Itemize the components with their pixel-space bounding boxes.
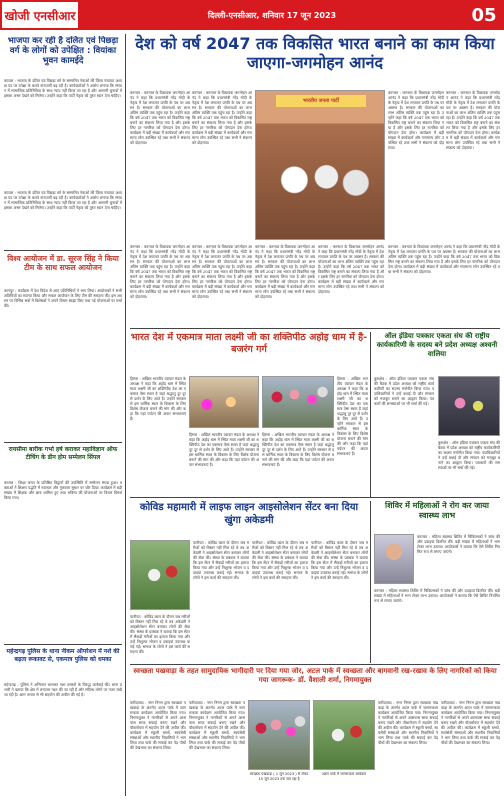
story9-body-col2: फरीदाबाद : नगर निगम द्वारा स्वच्छता पखवाड़ा के अंतर्गत अटल पार्क में जागरूकता कार्यक्रम आयोजित किया गया। निगमायुक्त ने नागरिकों से अपने आसपास साफ सफाई बनाए रखने और पौधारोपण में सहयोग देने की अपील की। कार्यक्रम में स्कूली बच्चों, स्वयंसेवी संस्थाओं और स्थानीय निवासियों ने भाग लिया तथा पार्क की सफाई कर पेड़ पौधों की देखभाल का संकल्प लिया। <box>189 700 245 750</box>
story5-body-col1: हिसार : अखिल भारतीय व्यापार मंडल के अध्यक्ष ने कहा कि अहोइ धाम में स्थित माता लक्ष्मी जी का शक्तिपीठ देश का एकमात्र ऐसा स्थान है जहां श्रद्धालु दूर दूर से दर्शन के लिए आते हैं। उन्होंने सरकार से इस धार्मिक स्थल के विकास के लिए विशेष योजना बनाने की मांग की और कहा कि यहां पर्यटन की अपार संभावनाएं हैं। <box>130 376 186 421</box>
story2-headline: विश्व आयोजन में डा. सूरज सिंह ने किया टीम के साथ सफल आयोजन <box>7 254 119 272</box>
page-number: 05 <box>471 4 497 26</box>
divider <box>130 328 500 329</box>
lead-body-col4b: करनाल : करनाल के विधायक जगमोहन आनंद ने कहा कि प्रधानमंत्री नरेंद्र मोदी के नेतृत्व में देश लगातार प्रगति के पथ पर अग्रसर है। सरकार की योजनाओं का लाभ अंतिम व्यक्ति तक पहुंच रहा है। उन्होंने कहा कि वर्ष 2047 तक भारत को विकसित राष्ट्र बनाने का संकल्प लिया गया है और इसके लिए हर नागरिक को योगदान देना होगा। कार्यक्रम में बड़ी संख्या में कार्यकर्ता और गणमान्य लोग उपस्थित रहे तथा सभी ने संकल्प को दोहराया। <box>318 244 384 294</box>
story6-body-col1: कुरुक्षेत्र : ऑल इंडिया पत्रकार एकता संघ की बैठक में प्रदेश अध्यक्ष को राष्ट्रीय कार्यकारिणी का सदस्य मनोनीत किया गया। पदाधिकारियों ने उन्हें बधाई दी और संगठन को मजबूत बनाने का आह्वान किया। पत्रकारों की समस्याओं पर भी चर्चा की गई। <box>374 376 434 406</box>
column-divider <box>370 332 371 497</box>
story5-photo-right <box>262 376 334 428</box>
lead-body-col4: करनाल : करनाल के विधायक जगमोहन आनंद ने कहा कि प्रधानमंत्री नरेंद्र मोदी के नेतृत्व में देश लगातार प्रगति के पथ पर अग्रसर है। सरकार की योजनाओं का लाभ अंतिम व्यक्ति तक पहुंच रहा है। उन्होंने कहा कि वर्ष 2047 तक भारत को विकसित राष्ट्र बनाने का संकल्प लिया गया है और इसके लिए हर नागरिक को योगदान देना होगा। कार्यक्रम में बड़ी संख्या में कार्यकर्ता और गणमान्य लोग उपस्थित रहे तथा सभी ने संकल्प को दोहराया। <box>446 90 500 150</box>
lead-photo <box>255 90 385 240</box>
story4-body: महेन्द्रगढ़ : पुलिस ने अभियान चलाकर नशा तस्करों के विरुद्ध कार्रवाई की। थाना प्रभारी ने बताया कि क्षेत्र में लगातार गश्त की जा रही है और संदिग्ध लोगों पर नजर रखी जा रही है। आम जनता से भी सहयोग की अपील की गई है। <box>4 682 122 697</box>
story3-body: काजल : शिक्षा जगत के प्रतिष्ठित विद्वानों की उपस्थिति में सम्मेलन संपन्न हुआ। वक्ताओं ने शिक्षण पद्धति में नवाचार और गुणवत्ता सुधार पर जोर दिया। कार्यक्रम में बड़ी संख्या में शिक्षक और छात्र शामिल हुए तथा भविष्य की योजनाओं पर विचार विमर्श किया गया। <box>4 480 122 500</box>
story7-body-col2: पानीपत : कोविड काल के दौरान जब मरीजों को बिस्तर नहीं मिल रहे थे तब अकेडमी ने आइसोलेशन सेंटर बनाकर लोगों की सेवा की। संस्था के प्रबंधक ने बताया कि इस सेंटर में सैकड़ों मरीजों का इलाज किया गया और उन्हें निशुल्क भोजन व दवाइयां उपलब्ध कराई गईं। समाज के लोगों ने इस कार्य की सराहना की। <box>193 540 249 580</box>
lead-body-col1b: करनाल : करनाल के विधायक जगमोहन आनंद ने कहा कि प्रधानमंत्री नरेंद्र मोदी के नेतृत्व में देश लगातार प्रगति के पथ पर अग्रसर है। सरकार की योजनाओं का लाभ अंतिम व्यक्ति तक पहुंच रहा है। उन्होंने कहा कि वर्ष 2047 तक भारत को विकसित राष्ट्र बनाने का संकल्प लिया गया है और इसके लिए हर नागरिक को योगदान देना होगा। कार्यक्रम में बड़ी संख्या में कार्यकर्ता और गणमान्य लोग उपस्थित रहे तथा सभी ने संकल्प को दोहराया। <box>130 244 190 299</box>
story2-body: कानपुर : कार्यक्रम में देश विदेश से आए प्रतिनिधियों ने भाग लिया। आयोजकों ने सभी अतिथियों का स्वागत किया और सफल आयोजन के लिए टीम की सराहना की। इस अवसर पर विभिन्न सत्रों में विशेषज्ञों ने अपने विचार साझा किए तथा नई योजनाओं पर चर्चा की। <box>4 288 122 308</box>
story9-photo-left <box>248 700 310 770</box>
lead-body-col3b: करनाल : करनाल के विधायक जगमोहन आनंद ने कहा कि प्रधानमंत्री नरेंद्र मोदी के नेतृत्व में देश लगातार प्रगति के पथ पर अग्रसर है। सरकार की योजनाओं का लाभ अंतिम व्यक्ति तक पहुंच रहा है। उन्होंने कहा कि वर्ष 2047 तक भारत को विकसित राष्ट्र बनाने का संकल्प लिया गया है और इसके लिए हर नागरिक को योगदान देना होगा। कार्यक्रम में बड़ी संख्या में कार्यकर्ता और गणमान्य लोग उपस्थित रहे तथा सभी ने संकल्प को दोहराया। <box>255 244 315 299</box>
story1-headline: भाजपा कर रही है दलित एवं पिछड़ा वर्ग के लोगों को उपेक्षित : वियांका भुवन कामईदे <box>7 36 119 66</box>
story7-body-col4: पानीपत : कोविड काल के दौरान जब मरीजों को बिस्तर नहीं मिल रहे थे तब अकेडमी ने आइसोलेशन सेंटर बनाकर लोगों की सेवा की। संस्था के प्रबंधक ने बताया कि इस सेंटर में सैकड़ों मरीजों का इलाज किया गया और उन्हें निशुल्क भोजन व दवाइयां उपलब्ध कराई गईं। समाज के लोगों ने इस कार्य की सराहना की। <box>311 540 368 580</box>
story7-body-col1: पानीपत : कोविड काल के दौरान जब मरीजों को बिस्तर नहीं मिल रहे थे तब अकेडमी ने आइसोलेशन सेंटर बनाकर लोगों की सेवा की। संस्था के प्रबंधक ने बताया कि इस सेंटर में सैकड़ों मरीजों का इलाज किया गया और उन्हें निशुल्क भोजन व दवाइयां उपलब्ध कराई गईं। समाज के लोगों ने इस कार्य की सराहना की। <box>130 614 190 654</box>
story3-headline: रायसीमा बारीक गर्भा हर्ष कराकर महाविज्ञान ऑफ टीचिंग के डीन होम सम्मेलन सिंपल <box>8 446 118 461</box>
lead-photo-banner: भारतीय जनता पार्टी <box>276 95 366 107</box>
lead-body-col5b: करनाल : करनाल के विधायक जगमोहन आनंद ने कहा कि प्रधानमंत्री नरेंद्र मोदी के नेतृत्व में देश लगातार प्रगति के पथ पर अग्रसर है। सरकार की योजनाओं का लाभ अंतिम व्यक्ति तक पहुंच रहा है। उन्होंने कहा कि वर्ष 2047 तक भारत को विकसित राष्ट्र बनाने का संकल्प लिया गया है और इसके लिए हर नागरिक को योगदान देना होगा। कार्यक्रम में बड़ी संख्या में कार्यकर्ता और गणमान्य लोग उपस्थित रहे तथा सभी ने संकल्प को दोहराया। <box>388 244 500 274</box>
lead-body-col2: करनाल : करनाल के विधायक जगमोहन आनंद ने कहा कि प्रधानमंत्री नरेंद्र मोदी के नेतृत्व में देश लगातार प्रगति के पथ पर अग्रसर है। सरकार की योजनाओं का लाभ अंतिम व्यक्ति तक पहुंच रहा है। उन्होंने कहा कि वर्ष 2047 तक भारत को विकसित राष्ट्र बनाने का संकल्प लिया गया है और इसके लिए हर नागरिक को योगदान देना होगा। कार्यक्रम में बड़ी संख्या में कार्यकर्ता और गणमान्य लोग उपस्थित रहे तथा सभी ने संकल्प को दोहराया। <box>192 90 252 145</box>
story6-photo <box>438 376 500 436</box>
newspaper-brand: खोजी एनसीआर <box>0 0 80 30</box>
story8-body-col1: करनाल : महिला स्वास्थ्य शिविर में चिकित्सकों ने जांच की और दवाइयां वितरित कीं। बड़ी संख्या में महिलाओं ने भाग लेकर लाभ उठाया। आयोजकों ने बताया कि ऐसे शिविर नियमित रूप से लगाए जाएंगे। <box>417 534 500 554</box>
story7-body-col3: पानीपत : कोविड काल के दौरान जब मरीजों को बिस्तर नहीं मिल रहे थे तब अकेडमी ने आइसोलेशन सेंटर बनाकर लोगों की सेवा की। संस्था के प्रबंधक ने बताया कि इस सेंटर में सैकड़ों मरीजों का इलाज किया गया और उन्हें निशुल्क भोजन व दवाइयां उपलब्ध कराई गईं। समाज के लोगों ने इस कार्य की सराहना की। <box>252 540 308 580</box>
story5-body-col3: हिसार : अखिल भारतीय व्यापार मंडल के अध्यक्ष ने कहा कि अहोइ धाम में स्थित माता लक्ष्मी जी का शक्तिपीठ देश का एकमात्र ऐसा स्थान है जहां श्रद्धालु दूर दूर से दर्शन के लिए आते हैं। उन्होंने सरकार से इस धार्मिक स्थल के विकास के लिए विशेष योजना बनाने की मांग की और कहा कि यहां पर्यटन की अपार संभावनाएं हैं। <box>262 432 334 467</box>
lead-headline: देश को वर्ष 2047 तक विकसित भारत बनाने का काम किया जाएगा-जगमोहन आनंद <box>135 34 495 72</box>
story9-caption-left: स्वच्छता पखवाड़ा ( 1 जुन 2023 ) से लेकर 15 जून 2023 तक चल रहा है <box>249 772 309 781</box>
story8-body-col2: करनाल : महिला स्वास्थ्य शिविर में चिकित्सकों ने जांच की और दवाइयां वितरित कीं। बड़ी संख्या में महिलाओं ने भाग लेकर लाभ उठाया। आयोजकों ने बताया कि ऐसे शिविर नियमित रूप से लगाए जाएंगे। <box>374 588 500 603</box>
story9-photo-right <box>313 700 375 770</box>
story9-body-col4: फरीदाबाद : नगर निगम द्वारा स्वच्छता पखवाड़ा के अंतर्गत अटल पार्क में जागरूकता कार्यक्रम आयोजित किया गया। निगमायुक्त ने नागरिकों से अपने आसपास साफ सफाई बनाए रखने और पौधारोपण में सहयोग देने की अपील की। कार्यक्रम में स्कूली बच्चों, स्वयंसेवी संस्थाओं और स्थानीय निवासियों ने भाग लिया तथा पार्क की सफाई कर पेड़ पौधों की देखभाल का संकल्प लिया। <box>441 700 500 745</box>
story9-body-col3: फरीदाबाद : नगर निगम द्वारा स्वच्छता पखवाड़ा के अंतर्गत अटल पार्क में जागरूकता कार्यक्रम आयोजित किया गया। निगमायुक्त ने नागरिकों से अपने आसपास साफ सफाई बनाए रखने और पौधारोपण में सहयोग देने की अपील की। कार्यक्रम में स्कूली बच्चों, स्वयंसेवी संस्थाओं और स्थानीय निवासियों ने भाग लिया तथा पार्क की सफाई कर पेड़ पौधों की देखभाल का संकल्प लिया। <box>378 700 438 745</box>
story1-body-cont: काजल : भाजपा के दलित एवं पिछड़ा वर्ग के सम्मानित नेताओं की जिला पंचायत अध्यक्ष पद पर उपेक्षा के चलते नाराजगी बढ़ रही है। कार्यकर्ताओं ने आरोप लगाया कि संगठन में सामाजिक प्रतिनिधित्व के साथ न्याय नहीं किया जा रहा है और आगामी चुनावों में इसका असर देखने को मिलेगा। उन्होंने कहा कि पार्टी नेतृत्व को तुरंत ध्यान देना चाहिए। <box>4 190 122 210</box>
divider <box>130 497 500 498</box>
story9-headline: स्वच्छता पखवाड़ा के तहत सामुदायिक भागीदारी पर दिया गया जोर, अटल पार्क में स्वच्छता और बागवानी रख-रखाव के लिए नागरिकों को किया गया जागरूक- डॉ. वैशाली शर्मा, निगमायुक्त <box>133 667 497 684</box>
story9-body-col1: फरीदाबाद : नगर निगम द्वारा स्वच्छता पखवाड़ा के अंतर्गत अटल पार्क में जागरूकता कार्यक्रम आयोजित किया गया। निगमायुक्त ने नागरिकों से अपने आसपास साफ सफाई बनाए रखने और पौधारोपण में सहयोग देने की अपील की। कार्यक्रम में स्कूली बच्चों, स्वयंसेवी संस्थाओं और स्थानीय निवासियों ने भाग लिया तथा पार्क की सफाई कर पेड़ पौधों की देखभाल का संकल्प लिया। <box>130 700 186 750</box>
story5-body-col4: हिसार : अखिल भारतीय व्यापार मंडल के अध्यक्ष ने कहा कि अहोइ धाम में स्थित माता लक्ष्मी जी का शक्तिपीठ देश का एकमात्र ऐसा स्थान है जहां श्रद्धालु दूर दूर से दर्शन के लिए आते हैं। उन्होंने सरकार से इस धार्मिक स्थल के विकास के लिए विशेष योजना बनाने की मांग की और कहा कि यहां पर्यटन की अपार संभावनाएं हैं। <box>337 376 368 456</box>
lead-body-col1: करनाल : करनाल के विधायक जगमोहन आनंद ने कहा कि प्रधानमंत्री नरेंद्र मोदी के नेतृत्व में देश लगातार प्रगति के पथ पर अग्रसर है। सरकार की योजनाओं का लाभ अंतिम व्यक्ति तक पहुंच रहा है। उन्होंने कहा कि वर्ष 2047 तक भारत को विकसित राष्ट्र बनाने का संकल्प लिया गया है और इसके लिए हर नागरिक को योगदान देना होगा। कार्यक्रम में बड़ी संख्या में कार्यकर्ता और गणमान्य लोग उपस्थित रहे तथा सभी ने संकल्प को दोहराया। <box>130 90 190 145</box>
story5-body-col2: हिसार : अखिल भारतीय व्यापार मंडल के अध्यक्ष ने कहा कि अहोइ धाम में स्थित माता लक्ष्मी जी का शक्तिपीठ देश का एकमात्र ऐसा स्थान है जहां श्रद्धालु दूर दूर से दर्शन के लिए आते हैं। उन्होंने सरकार से इस धार्मिक स्थल के विकास के लिए विशेष योजना बनाने की मांग की और कहा कि यहां पर्यटन की अपार संभावनाएं हैं। <box>189 432 259 467</box>
story7-photo <box>130 540 190 610</box>
masthead <box>0 0 504 30</box>
story9-caption-right: अटल पार्क में जागरूकता कार्यक्रम <box>321 772 367 776</box>
divider <box>130 664 500 665</box>
story8-headline: शिविर में महिलाओं ने रोग कर जाया स्वास्थ्य लाभ <box>385 501 489 520</box>
divider <box>4 250 122 251</box>
story5-photo-left <box>189 376 259 428</box>
story5-headline: भारत देश में एकमात्र माता लक्ष्मी जी का शक्तिपीठ अहोइ धाम में है- बजरंग गर्ग <box>130 332 368 355</box>
story8-photo <box>374 534 414 584</box>
story1-body: काजल : भाजपा के दलित एवं पिछड़ा वर्ग के सम्मानित नेताओं की जिला पंचायत अध्यक्ष पद पर उपेक्षा के चलते नाराजगी बढ़ रही है। कार्यकर्ताओं ने आरोप लगाया कि संगठन में सामाजिक प्रतिनिधित्व के साथ न्याय नहीं किया जा रहा है और आगामी चुनावों में इसका असर देखने को मिलेगा। उन्होंने कहा कि पार्टी नेतृत्व को तुरंत ध्यान देना चाहिए। <box>4 78 122 98</box>
column-divider <box>370 501 371 663</box>
issue-date: दिल्ली-एनसीआर, शनिवार 17 जून 2023 <box>207 10 337 20</box>
column-divider <box>125 34 126 796</box>
story7-headline: कोविड महामारी में लाइफ लाइन आइसोलेशन सेंटर बना दिया खुंगा अकेडमी <box>139 502 359 526</box>
divider <box>4 442 122 443</box>
story6-body-col2: कुरुक्षेत्र : ऑल इंडिया पत्रकार एकता संघ की बैठक में प्रदेश अध्यक्ष को राष्ट्रीय कार्यकारिणी का सदस्य मनोनीत किया गया। पदाधिकारियों ने उन्हें बधाई दी और संगठन को मजबूत बनाने का आह्वान किया। पत्रकारों की समस्याओं पर भी चर्चा की गई। <box>438 440 500 470</box>
lead-body-col2b: करनाल : करनाल के विधायक जगमोहन आनंद ने कहा कि प्रधानमंत्री नरेंद्र मोदी के नेतृत्व में देश लगातार प्रगति के पथ पर अग्रसर है। सरकार की योजनाओं का लाभ अंतिम व्यक्ति तक पहुंच रहा है। उन्होंने कहा कि वर्ष 2047 तक भारत को विकसित राष्ट्र बनाने का संकल्प लिया गया है और इसके लिए हर नागरिक को योगदान देना होगा। कार्यक्रम में बड़ी संख्या में कार्यकर्ता और गणमान्य लोग उपस्थित रहे तथा सभी ने संकल्प को दोहराया। <box>192 244 252 299</box>
story4-headline: महेन्द्रगढ़ पुलिस के थाना नीकम ऑपरेशन में नशे की बढ़ता रूकावट से, एकमात्र पुलिस को धमका <box>6 648 120 663</box>
story6-headline: ऑल इंडिया पत्रकार एकता संघ की राष्ट्रीय कार्यकारिणी के सदस्य बने प्रदेश अध्यक्ष अश्वनी वालिया <box>376 332 498 358</box>
lead-body-col3: करनाल : करनाल के विधायक जगमोहन आनंद ने कहा कि प्रधानमंत्री नरेंद्र मोदी के नेतृत्व में देश लगातार प्रगति के पथ पर अग्रसर है। सरकार की योजनाओं का लाभ अंतिम व्यक्ति तक पहुंच रहा है। उन्होंने कहा कि वर्ष 2047 तक भारत को विकसित राष्ट्र बनाने का संकल्प लिया गया है और इसके लिए हर नागरिक को योगदान देना होगा। कार्यक्रम में बड़ी संख्या में कार्यकर्ता और गणमान्य लोग उपस्थित रहे तथा सभी ने संकल्प को दोहराया। <box>388 90 444 150</box>
divider <box>4 644 122 645</box>
